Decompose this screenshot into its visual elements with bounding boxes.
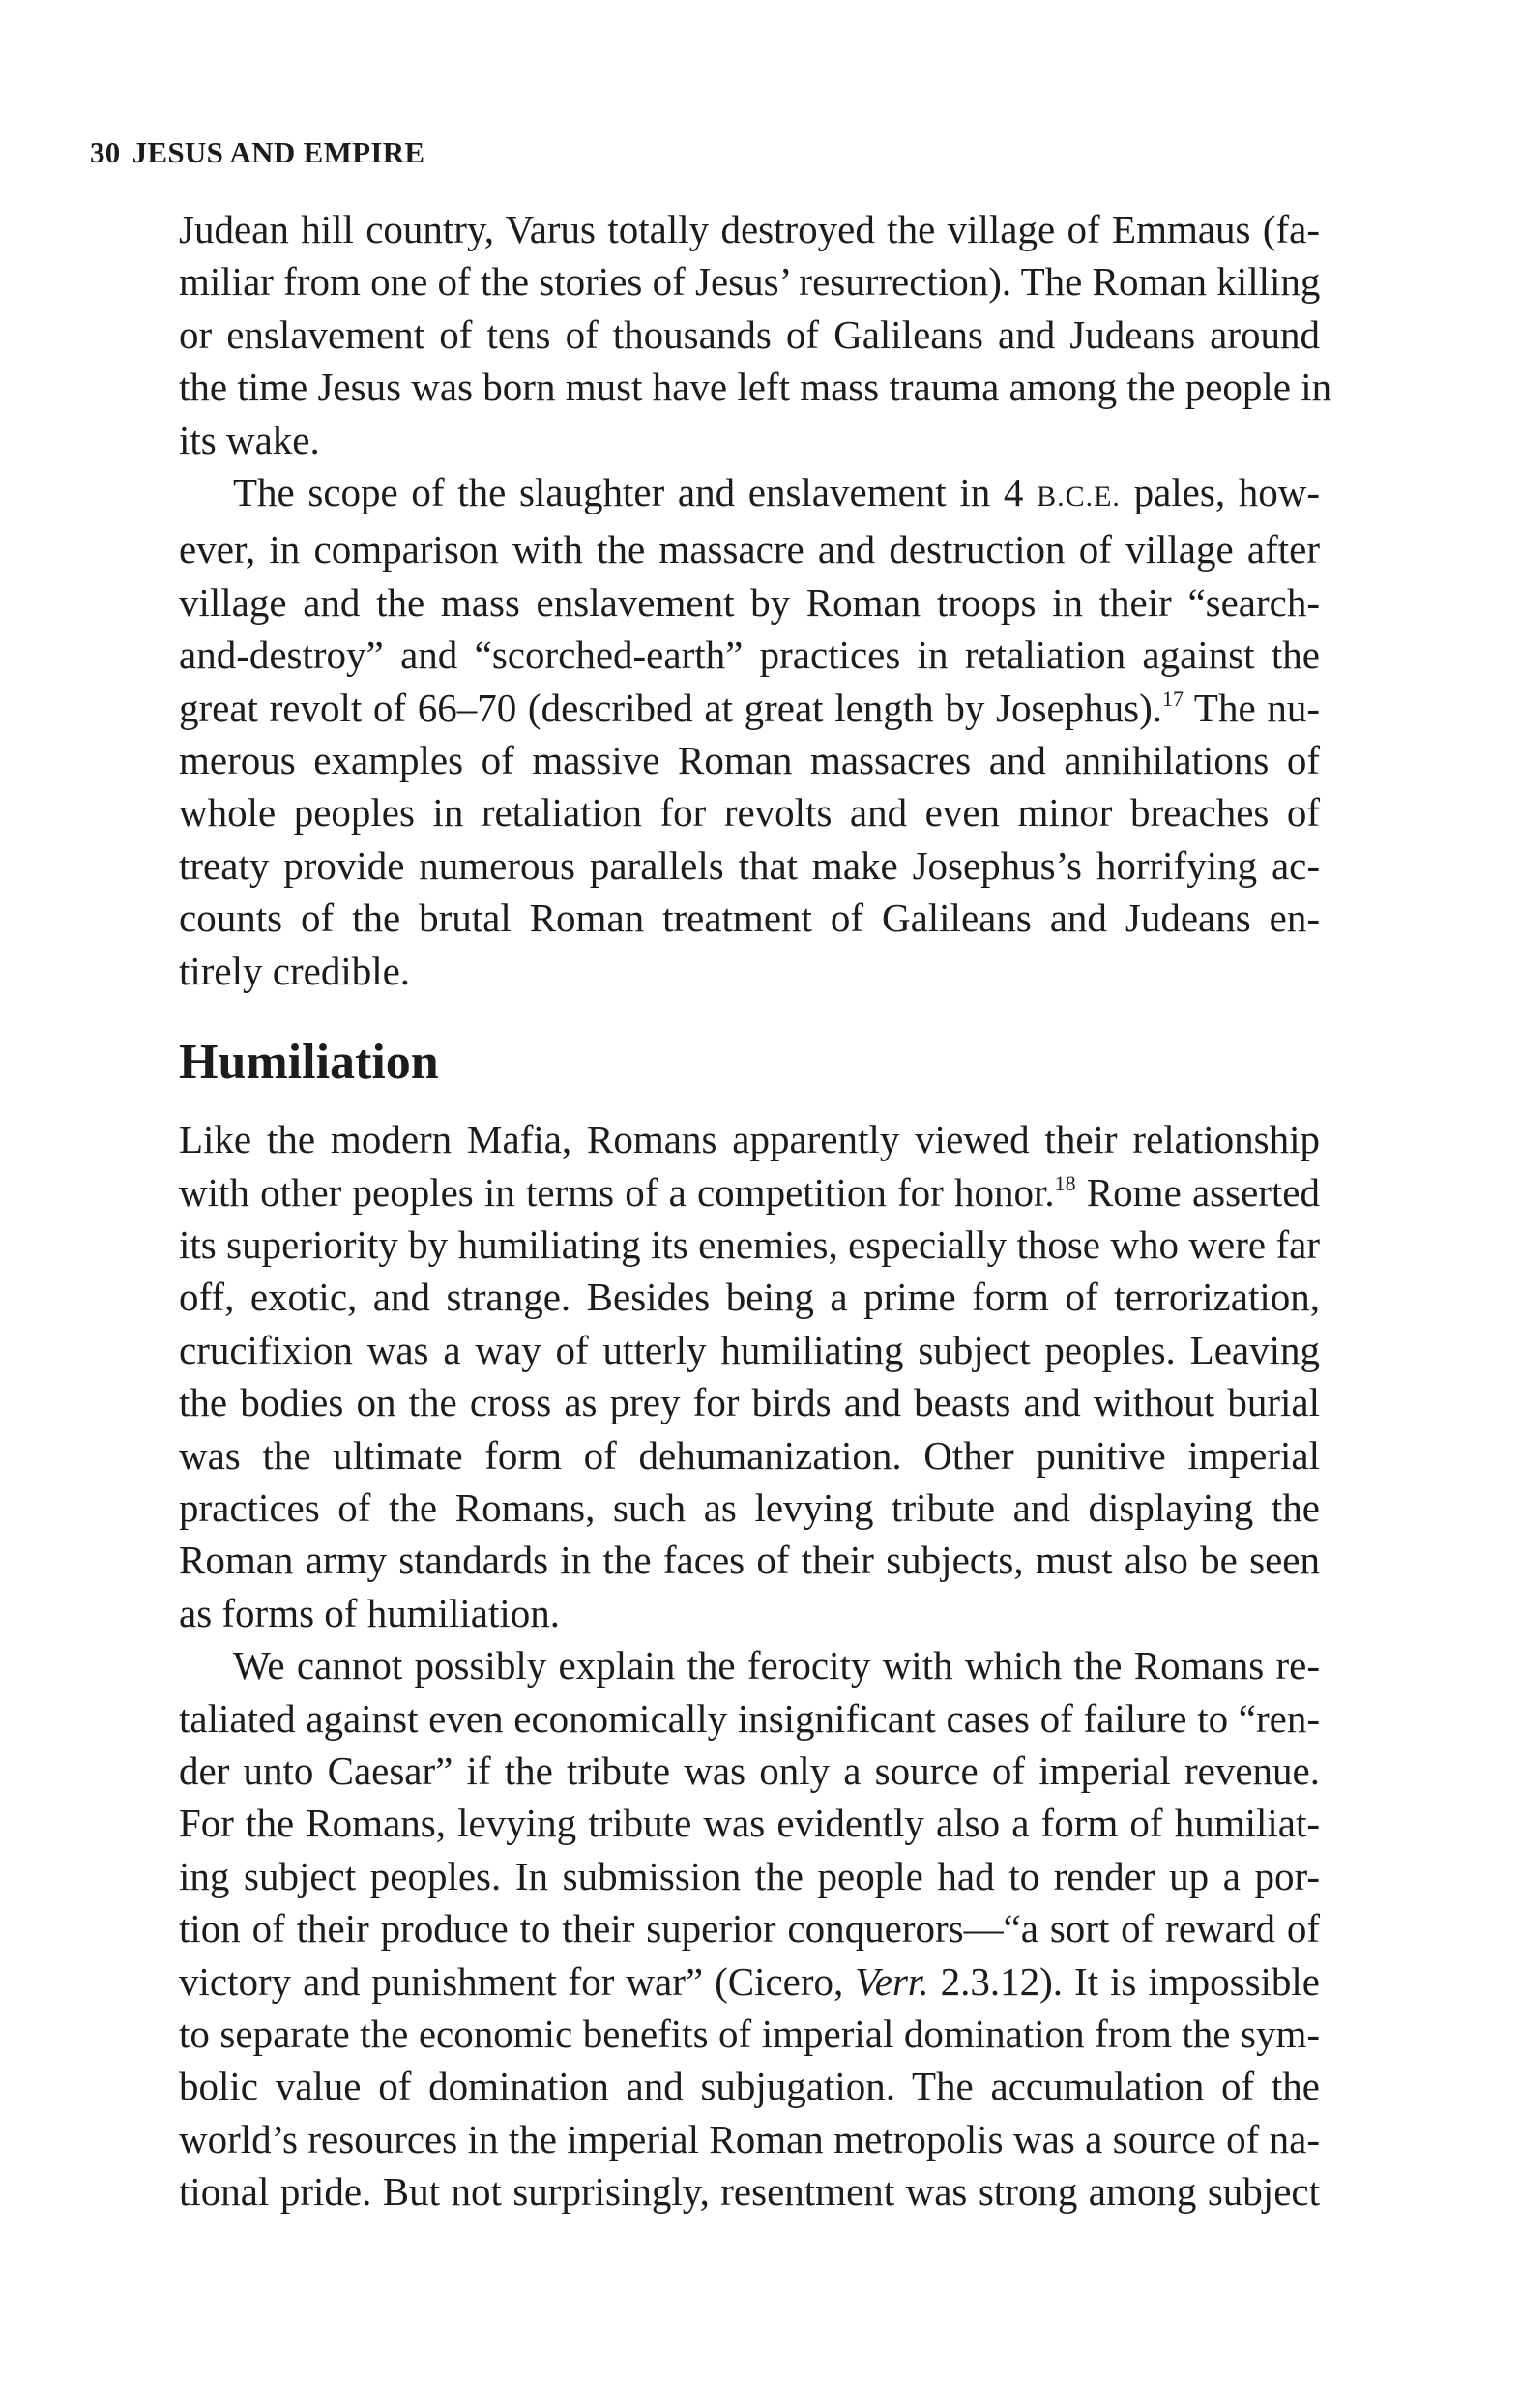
text-line: with other peoples in terms of a competition for honor.$^{18}$ Rome asserted: [179, 1169, 1321, 1215]
text-line: victory and punishment for war” (Cicero, Verr. 2.3.12). It is impossible: [179, 1958, 1321, 2004]
paragraph-scope: [179, 466, 1320, 997]
text-line: der unto Caesar” if the tribute was only a source of imperial revenue.: [179, 1747, 1320, 1793]
text-line: Roman army standards in the faces of their subjects, must also be seen: [179, 1538, 1320, 1583]
text-line: Judean hill country, Varus totally destroyed the village of Emmaus (fa-: [179, 207, 1320, 251]
text-line: its superiority by humiliating its enemies, especially those who were far: [179, 1221, 1320, 1267]
text-line: as forms of humiliation.: [179, 1590, 561, 1635]
text-line: miliar from one of the stories of Jesus’ resurrection). The Roman killing: [179, 259, 1321, 305]
text-line: whole peoples in retaliation for revolts and even minor breaches of: [179, 790, 1320, 836]
paragraph-continued: [179, 203, 1332, 466]
body-text: [179, 203, 1332, 2218]
footnote-marker[interactable]: 17: [1162, 686, 1184, 711]
text-line: ever, in comparison with the massacre and destruction of village after: [179, 527, 1320, 573]
text-line: practices of the Romans, such as levying tribute and displaying the: [179, 1484, 1320, 1530]
text-line: was the ultimate form of dehumanization. Other punitive imperial: [179, 1432, 1320, 1478]
text-line: its wake.: [179, 417, 320, 462]
text-line: off, exotic, and strange. Besides being a prime form of terrorization,: [179, 1275, 1320, 1320]
text-line: bolic value of domination and subjugation. The accumulation of the: [179, 2064, 1320, 2109]
paragraph-humiliation: [179, 1113, 1320, 1639]
paragraph-tribute: [179, 1639, 1320, 2217]
citation-title: Verr.: [855, 1958, 929, 2004]
era-abbreviation: B.C.E.: [1037, 481, 1121, 514]
text-line: to separate the economic benefits of imperial domination from the sym-: [179, 2012, 1320, 2056]
running-title: JESUS AND EMPIRE: [132, 135, 425, 169]
text-line: crucifixion was a way of utterly humiliating subject peoples. Leaving: [179, 1327, 1320, 1372]
text-line: ing subject peoples. In submission the people had to render up a por-: [179, 1853, 1320, 1898]
text-line: tional pride. But not surprisingly, resentment was strong among subject: [179, 2169, 1320, 2215]
text-line: the time Jesus was born must have left mass trauma among the people in: [179, 365, 1332, 410]
text-line: world’s resources in the imperial Roman metropolis was a source of na-: [179, 2116, 1320, 2161]
page-number: 30: [90, 135, 121, 169]
text-line: For the Romans, levying tribute was evidently also a form of humiliat-: [179, 1801, 1320, 1846]
text-line: We cannot possibly explain the ferocity with which the Romans re-: [233, 1643, 1320, 1689]
text-line: treaty provide numerous parallels that make Josephus’s horrifying ac-: [179, 842, 1320, 888]
section-heading: Humiliation: [179, 1035, 439, 1091]
text-line: Like the modern Mafia, Romans apparently viewed their relationship: [179, 1117, 1320, 1162]
text-line: village and the mass enslavement by Roman troops in their “search-: [179, 579, 1320, 625]
text-line: the bodies on the cross as prey for birds and beasts and without burial: [179, 1380, 1320, 1425]
text-line: tion of their produce to their superior conquerors—“a sort of reward of: [179, 1906, 1320, 1952]
running-head: [90, 135, 424, 170]
text-line: and-destroy” and “scorched-earth” practices in retaliation against the: [179, 632, 1320, 678]
footnote-marker[interactable]: 18: [1054, 1170, 1076, 1195]
text-line: taliated against even economically insignificant cases of failure to “ren-: [179, 1695, 1320, 1741]
text-line: great revolt of 66–70 (described at great length by Josephus).$^{17}$ The nu-: [179, 685, 1320, 730]
text-line: counts of the brutal Roman treatment of Galileans and Judeans en-: [179, 896, 1320, 941]
text-line: merous examples of massive Roman massacres and annihilations of: [179, 738, 1320, 783]
text-line: or enslavement of tens of thousands of Galileans and Judeans around: [179, 311, 1320, 357]
text-line: tirely credible.: [179, 948, 411, 993]
text-line: The scope of the slaughter and enslavement in 4 B.C.E. pales, how-: [233, 470, 1320, 515]
